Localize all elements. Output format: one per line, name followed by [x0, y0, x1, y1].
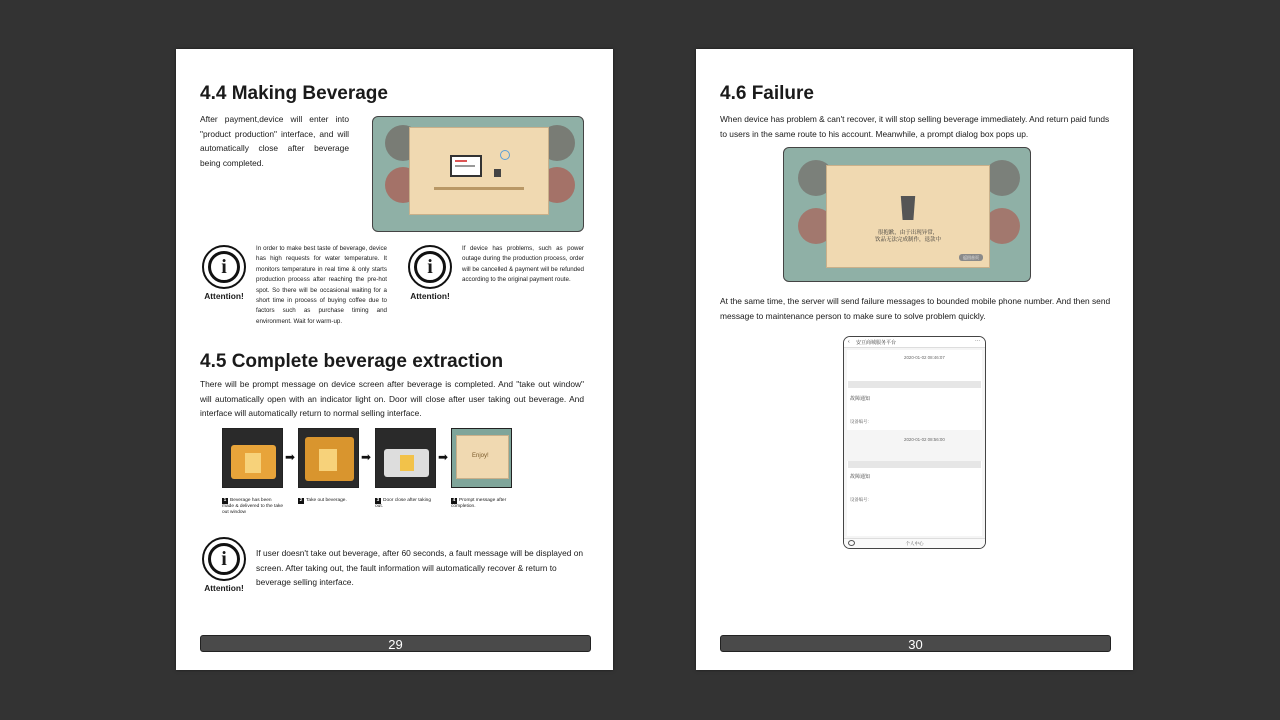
broken-cup-icon — [899, 196, 917, 220]
note-power-outage: If device has problems, such as power outage during the production process, order will be cancelled & payment will be refunded according to the original payment route. — [462, 245, 584, 284]
attention-badge: i Attention! — [200, 245, 248, 301]
cup-icon — [494, 169, 501, 177]
info-icon: i — [414, 251, 446, 283]
production-screen-image — [372, 116, 584, 232]
section-heading-4-4: 4.4 Making Beverage — [200, 83, 388, 104]
step-caption: 1 Beverage has been made & delivered to the take out window — [222, 498, 284, 515]
info-icon: i — [208, 251, 240, 283]
page-number-bar: 29 — [200, 635, 591, 652]
failure-screen-image — [783, 147, 1031, 282]
page-29 — [176, 49, 613, 670]
arrow-right-icon: ➡ — [438, 450, 449, 464]
monitor-icon — [450, 155, 482, 177]
failure-dialog-button[interactable]: 返回首页 — [959, 254, 983, 261]
more-icon[interactable]: ··· — [975, 338, 980, 344]
failure-dialog — [826, 165, 990, 268]
phone-title: 安豆商城服务平台 — [856, 340, 897, 346]
note-timeout: If user doesn't take out beverage, after 60 seconds, a fault message will be displayed on screen. After taking out, the fault information will automatically recover & return to beverage selling interface. — [256, 548, 584, 588]
page-number-bar: 30 — [720, 635, 1111, 652]
paragraph-failure-messages: At the same time, the server will send failure messages to bounded mobile phone number. And then send message to maintenance person to make sure to solve problem quickly. — [720, 296, 1111, 321]
clock-icon — [500, 150, 510, 160]
arrow-right-icon: ➡ — [285, 450, 296, 464]
step-2-image — [298, 428, 359, 488]
step-3-image — [375, 428, 436, 488]
message-card — [847, 350, 982, 430]
paragraph-making-beverage: After payment,device will enter into "product production" interface, and will automatically close after beverage being completed. — [200, 114, 349, 168]
step-caption: 2 Take out beverage. — [299, 498, 347, 503]
attention-badge: i Attention! — [406, 245, 454, 301]
phone-screenshot: ‹ 安豆商城服务平台 ··· 2020-01-02 08:46:07 故障通知 设备编号： 2020-01-02 08:56:00 故障通知 设备编号： 个人中心 — [843, 336, 986, 549]
paragraph-complete-extraction: There will be prompt message on device screen after beverage is completed. And "take out window" will automatically open with an indicator light on. Door will close after user taking out beverage. And interface will automatically return to normal selling interface. — [200, 379, 584, 419]
failure-dialog-line2: 饮品无法完成制作，退款中 — [874, 237, 941, 243]
arrow-right-icon: ➡ — [361, 450, 372, 464]
step-caption: 4 Prompt message after completion. — [451, 498, 507, 509]
back-chevron-icon[interactable]: ‹ — [848, 339, 850, 345]
page-30 — [696, 49, 1133, 670]
step-1-image — [222, 428, 283, 488]
paragraph-failure: When device has problem & can't recover, it will stop selling beverage immediately. And return paid funds to users in the same route to his account. Meanwhile, a prompt dialog box pops up. — [720, 114, 1110, 139]
info-icon: i — [208, 543, 240, 575]
desk-shape — [434, 187, 524, 190]
step-4-image — [451, 428, 512, 488]
attention-badge: i Attention! — [200, 537, 248, 593]
production-dialog — [409, 127, 549, 215]
phone-bottom-label[interactable]: 个人中心 — [905, 541, 924, 546]
step-4-screen-text: Enjoy! — [472, 453, 489, 459]
section-heading-4-5: 4.5 Complete beverage extraction — [200, 351, 504, 372]
section-heading-4-6: 4.6 Failure — [720, 83, 814, 104]
failure-dialog-line1: 很抱歉，由于出现异常， — [877, 230, 939, 236]
step-caption: 3 Door close after taking out. — [375, 498, 431, 509]
note-water-temperature: In order to make best taste of beverage, device has high requests for water temperature. It monitors temperature in real time & only starts production process after reaching the pre-hot spot. So there will be occasional waiting for a short time in process of buying coffee due to factors such as purchase timing and environment. Wait for warm-up. — [256, 245, 387, 325]
